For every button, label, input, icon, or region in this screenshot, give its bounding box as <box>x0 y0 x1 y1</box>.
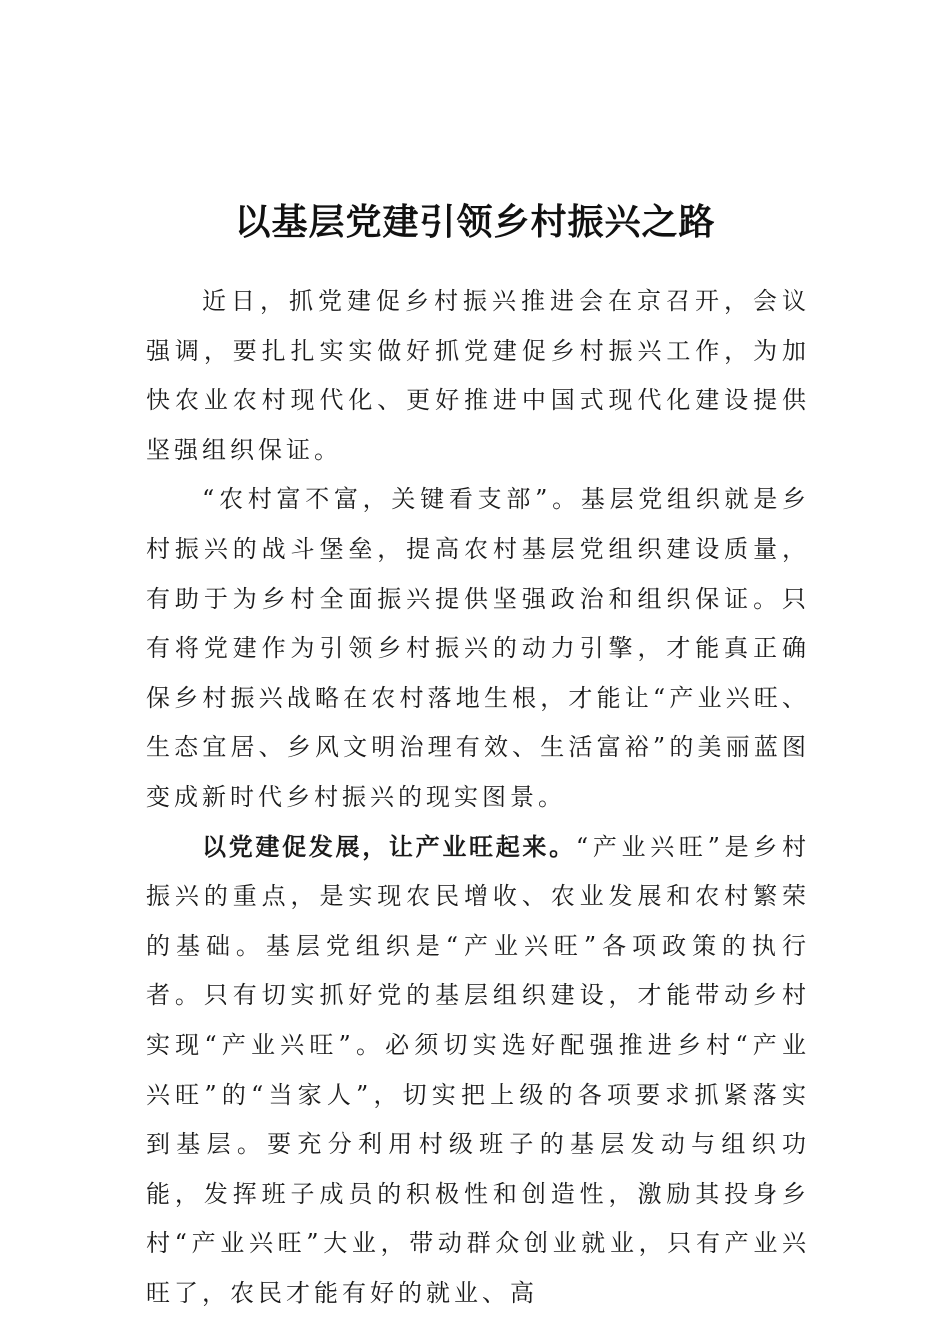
paragraph-3-text: “产业兴旺”是乡村振兴的重点，是实现农民增收、农业发展和农村繁荣的基础。基层党组织是“产业兴旺”各项政策的执行者。只有切实抓好党的基层组织建设，才能带动乡村实现“产业兴旺”。必须切实选好配强推进乡村“产业兴旺”的“当家人”，切实把上级的各项要求抓紧落实到基层。要充分利用村级班子的基层发动与组织功能，发挥班子成员的积极性和创造性，激励其投身乡村“产业兴旺”大业，带动群众创业就业，只有产业兴旺了，农民才能有好的就业、高 <box>146 832 811 1307</box>
paragraph-1-text: 近日，抓党建促乡村振兴推进会在京召开，会议强调，要扎扎实实做好抓党建促乡村振兴工作，为加快农业农村现代化、更好推进中国式现代化建设提供坚强组织保证。 <box>146 287 810 464</box>
paragraph-3-lead: 以党建促发展，让产业旺起来。 <box>202 832 576 861</box>
paragraph-2 <box>146 475 810 822</box>
document-title: 以基层党建引领乡村振兴之路 <box>234 201 716 244</box>
paragraph-2-text: “农村富不富，关键看支部”。基层党组织就是乡村振兴的战斗堡垒，提高农村基层党组织建设质量，有助于为乡村全面振兴提供坚强政治和组织保证。只有将党建作为引领乡村振兴的动力引擎，才能真正确保乡村振兴战略在农村落地生根，才能让“产业兴旺、生态宜居、乡风文明治理有效、生活富裕”的美丽蓝图变成新时代乡村振兴的现实图景。 <box>146 485 810 811</box>
paragraph-1 <box>146 277 810 475</box>
paragraph-3 <box>146 823 810 1319</box>
document-body <box>146 277 810 1318</box>
